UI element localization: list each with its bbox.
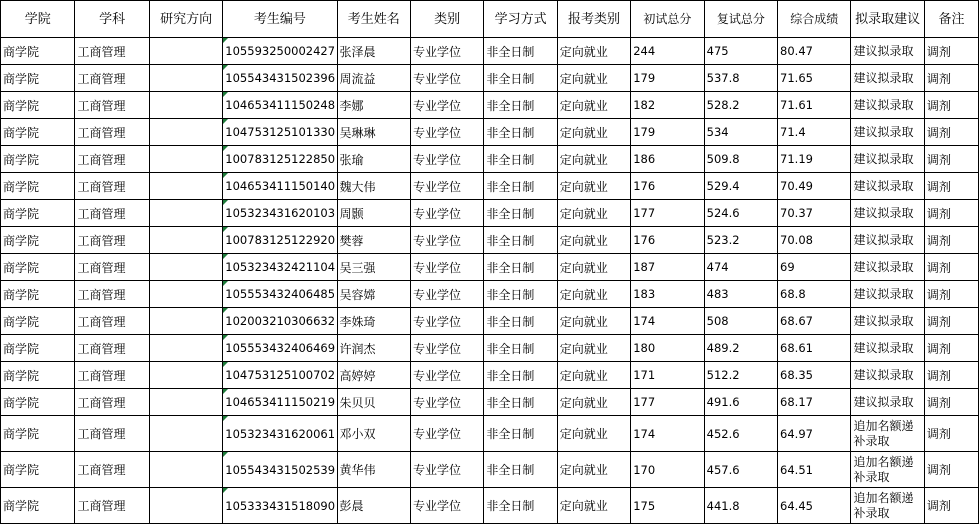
retest-score-cell: 528.2	[704, 92, 777, 119]
name-cell: 李娜	[337, 92, 410, 119]
prelim-score-cell: 176	[631, 173, 704, 200]
direction-cell	[149, 281, 222, 308]
name-cell: 周颢	[337, 200, 410, 227]
exam-id-cell: 105323431620103	[223, 200, 337, 227]
table-row	[1, 254, 979, 281]
retest-score-cell: 523.2	[704, 227, 777, 254]
header-row	[1, 1, 979, 38]
apply-type-cell: 定向就业	[557, 389, 630, 416]
table-row	[1, 173, 979, 200]
direction-cell	[149, 254, 222, 281]
col-header-subject: 学科	[75, 1, 149, 38]
suggestion-cell: 建议拟录取	[851, 362, 924, 389]
remark-cell: 调剂	[924, 452, 978, 488]
apply-type-cell: 定向就业	[557, 146, 630, 173]
exam-id-cell: 100783125122850	[223, 146, 337, 173]
apply-type-cell: 定向就业	[557, 452, 630, 488]
category-cell: 专业学位	[410, 335, 483, 362]
remark-cell: 调剂	[924, 335, 978, 362]
apply-type-cell: 定向就业	[557, 65, 630, 92]
table-row	[1, 362, 979, 389]
remark-cell: 调剂	[924, 173, 978, 200]
remark-cell: 调剂	[924, 119, 978, 146]
category-cell: 专业学位	[410, 488, 483, 524]
composite-score-cell: 70.49	[778, 173, 851, 200]
study-mode-cell: 非全日制	[484, 308, 557, 335]
col-header-direction: 研究方向	[149, 1, 222, 38]
apply-type-cell: 定向就业	[557, 227, 630, 254]
apply-type-cell: 定向就业	[557, 335, 630, 362]
college-cell: 商学院	[1, 308, 75, 335]
remark-cell: 调剂	[924, 389, 978, 416]
study-mode-cell: 非全日制	[484, 488, 557, 524]
subject-cell: 工商管理	[75, 146, 149, 173]
direction-cell	[149, 119, 222, 146]
prelim-score-cell: 177	[631, 389, 704, 416]
exam-id-cell: 105553432406485	[223, 281, 337, 308]
exam-id-cell: 105543431502539	[223, 452, 337, 488]
subject-cell: 工商管理	[75, 281, 149, 308]
study-mode-cell: 非全日制	[484, 38, 557, 65]
subject-cell: 工商管理	[75, 416, 149, 452]
direction-cell	[149, 92, 222, 119]
prelim-score-cell: 177	[631, 200, 704, 227]
college-cell: 商学院	[1, 173, 75, 200]
apply-type-cell: 定向就业	[557, 281, 630, 308]
remark-cell: 调剂	[924, 227, 978, 254]
suggestion-cell: 建议拟录取	[851, 227, 924, 254]
subject-cell: 工商管理	[75, 227, 149, 254]
exam-id-cell: 104653411150248	[223, 92, 337, 119]
name-cell: 邓小双	[337, 416, 410, 452]
retest-score-cell: 534	[704, 119, 777, 146]
composite-score-cell: 69	[778, 254, 851, 281]
composite-score-cell: 68.35	[778, 362, 851, 389]
college-cell: 商学院	[1, 119, 75, 146]
name-cell: 吴三强	[337, 254, 410, 281]
retest-score-cell: 474	[704, 254, 777, 281]
study-mode-cell: 非全日制	[484, 92, 557, 119]
exam-id-cell: 105323431620061	[223, 416, 337, 452]
exam-id-cell: 105543431502396	[223, 65, 337, 92]
composite-score-cell: 71.61	[778, 92, 851, 119]
suggestion-cell: 建议拟录取	[851, 335, 924, 362]
suggestion-cell: 建议拟录取	[851, 119, 924, 146]
prelim-score-cell: 187	[631, 254, 704, 281]
apply-type-cell: 定向就业	[557, 92, 630, 119]
remark-cell: 调剂	[924, 254, 978, 281]
table-row	[1, 389, 979, 416]
name-cell: 周流益	[337, 65, 410, 92]
direction-cell	[149, 173, 222, 200]
suggestion-cell: 建议拟录取	[851, 254, 924, 281]
apply-type-cell: 定向就业	[557, 254, 630, 281]
composite-score-cell: 71.4	[778, 119, 851, 146]
composite-score-cell: 71.19	[778, 146, 851, 173]
apply-type-cell: 定向就业	[557, 119, 630, 146]
remark-cell: 调剂	[924, 200, 978, 227]
category-cell: 专业学位	[410, 173, 483, 200]
retest-score-cell: 524.6	[704, 200, 777, 227]
remark-cell: 调剂	[924, 281, 978, 308]
composite-score-cell: 68.8	[778, 281, 851, 308]
prelim-score-cell: 179	[631, 65, 704, 92]
apply-type-cell: 定向就业	[557, 416, 630, 452]
college-cell: 商学院	[1, 65, 75, 92]
name-cell: 吴琳琳	[337, 119, 410, 146]
remark-cell: 调剂	[924, 146, 978, 173]
study-mode-cell: 非全日制	[484, 362, 557, 389]
col-header-college: 学院	[1, 1, 75, 38]
exam-id-cell: 104653411150140	[223, 173, 337, 200]
category-cell: 专业学位	[410, 416, 483, 452]
subject-cell: 工商管理	[75, 452, 149, 488]
college-cell: 商学院	[1, 227, 75, 254]
exam-id-cell: 102003210306632	[223, 308, 337, 335]
apply-type-cell: 定向就业	[557, 362, 630, 389]
subject-cell: 工商管理	[75, 389, 149, 416]
composite-score-cell: 68.67	[778, 308, 851, 335]
col-header-exam-id: 考生编号	[223, 1, 337, 38]
exam-id-cell: 104753125101330	[223, 119, 337, 146]
name-cell: 彭晨	[337, 488, 410, 524]
category-cell: 专业学位	[410, 92, 483, 119]
composite-score-cell: 68.17	[778, 389, 851, 416]
composite-score-cell: 64.51	[778, 452, 851, 488]
college-cell: 商学院	[1, 452, 75, 488]
subject-cell: 工商管理	[75, 362, 149, 389]
direction-cell	[149, 227, 222, 254]
exam-id-cell: 105553432406469	[223, 335, 337, 362]
name-cell: 魏大伟	[337, 173, 410, 200]
college-cell: 商学院	[1, 416, 75, 452]
study-mode-cell: 非全日制	[484, 65, 557, 92]
suggestion-cell: 追加名额递补录取	[851, 452, 924, 488]
name-cell: 樊蓉	[337, 227, 410, 254]
composite-score-cell: 64.45	[778, 488, 851, 524]
college-cell: 商学院	[1, 146, 75, 173]
composite-score-cell: 68.61	[778, 335, 851, 362]
category-cell: 专业学位	[410, 119, 483, 146]
prelim-score-cell: 176	[631, 227, 704, 254]
category-cell: 专业学位	[410, 38, 483, 65]
name-cell: 张泽晨	[337, 38, 410, 65]
direction-cell	[149, 452, 222, 488]
study-mode-cell: 非全日制	[484, 281, 557, 308]
table-row	[1, 452, 979, 488]
direction-cell	[149, 488, 222, 524]
retest-score-cell: 537.8	[704, 65, 777, 92]
col-header-category: 类别	[410, 1, 483, 38]
subject-cell: 工商管理	[75, 92, 149, 119]
direction-cell	[149, 200, 222, 227]
direction-cell	[149, 416, 222, 452]
prelim-score-cell: 182	[631, 92, 704, 119]
college-cell: 商学院	[1, 488, 75, 524]
category-cell: 专业学位	[410, 281, 483, 308]
name-cell: 吴容嫦	[337, 281, 410, 308]
study-mode-cell: 非全日制	[484, 119, 557, 146]
prelim-score-cell: 183	[631, 281, 704, 308]
category-cell: 专业学位	[410, 308, 483, 335]
table-row	[1, 65, 979, 92]
table-row	[1, 200, 979, 227]
suggestion-cell: 建议拟录取	[851, 389, 924, 416]
remark-cell: 调剂	[924, 308, 978, 335]
study-mode-cell: 非全日制	[484, 335, 557, 362]
table-row	[1, 119, 979, 146]
name-cell: 许润杰	[337, 335, 410, 362]
retest-score-cell: 475	[704, 38, 777, 65]
study-mode-cell: 非全日制	[484, 254, 557, 281]
retest-score-cell: 483	[704, 281, 777, 308]
category-cell: 专业学位	[410, 200, 483, 227]
prelim-score-cell: 175	[631, 488, 704, 524]
remark-cell: 调剂	[924, 65, 978, 92]
study-mode-cell: 非全日制	[484, 173, 557, 200]
table-row	[1, 92, 979, 119]
prelim-score-cell: 171	[631, 362, 704, 389]
category-cell: 专业学位	[410, 452, 483, 488]
retest-score-cell: 489.2	[704, 335, 777, 362]
category-cell: 专业学位	[410, 146, 483, 173]
college-cell: 商学院	[1, 254, 75, 281]
college-cell: 商学院	[1, 281, 75, 308]
col-header-apply-type: 报考类别	[557, 1, 630, 38]
col-header-prelim: 初试总分	[631, 1, 704, 38]
subject-cell: 工商管理	[75, 65, 149, 92]
composite-score-cell: 64.97	[778, 416, 851, 452]
suggestion-cell: 建议拟录取	[851, 146, 924, 173]
prelim-score-cell: 174	[631, 416, 704, 452]
composite-score-cell: 80.47	[778, 38, 851, 65]
col-header-retest: 复试总分	[704, 1, 777, 38]
apply-type-cell: 定向就业	[557, 308, 630, 335]
col-header-remark: 备注	[924, 1, 978, 38]
prelim-score-cell: 174	[631, 308, 704, 335]
table-row	[1, 38, 979, 65]
category-cell: 专业学位	[410, 254, 483, 281]
retest-score-cell: 457.6	[704, 452, 777, 488]
exam-id-cell: 100783125122920	[223, 227, 337, 254]
direction-cell	[149, 335, 222, 362]
subject-cell: 工商管理	[75, 200, 149, 227]
college-cell: 商学院	[1, 38, 75, 65]
apply-type-cell: 定向就业	[557, 200, 630, 227]
category-cell: 专业学位	[410, 362, 483, 389]
college-cell: 商学院	[1, 200, 75, 227]
suggestion-cell: 建议拟录取	[851, 308, 924, 335]
prelim-score-cell: 179	[631, 119, 704, 146]
remark-cell: 调剂	[924, 92, 978, 119]
suggestion-cell: 追加名额递补录取	[851, 488, 924, 524]
prelim-score-cell: 244	[631, 38, 704, 65]
prelim-score-cell: 186	[631, 146, 704, 173]
remark-cell: 调剂	[924, 416, 978, 452]
table-body	[1, 38, 979, 524]
remark-cell: 调剂	[924, 38, 978, 65]
col-header-composite: 综合成绩	[778, 1, 851, 38]
prelim-score-cell: 170	[631, 452, 704, 488]
apply-type-cell: 定向就业	[557, 488, 630, 524]
suggestion-cell: 追加名额递补录取	[851, 416, 924, 452]
suggestion-cell: 建议拟录取	[851, 38, 924, 65]
direction-cell	[149, 389, 222, 416]
table-row	[1, 281, 979, 308]
suggestion-cell: 建议拟录取	[851, 65, 924, 92]
exam-id-cell: 104753125100702	[223, 362, 337, 389]
subject-cell: 工商管理	[75, 308, 149, 335]
study-mode-cell: 非全日制	[484, 416, 557, 452]
apply-type-cell: 定向就业	[557, 38, 630, 65]
retest-score-cell: 452.6	[704, 416, 777, 452]
subject-cell: 工商管理	[75, 335, 149, 362]
study-mode-cell: 非全日制	[484, 452, 557, 488]
college-cell: 商学院	[1, 335, 75, 362]
college-cell: 商学院	[1, 362, 75, 389]
retest-score-cell: 529.4	[704, 173, 777, 200]
name-cell: 张瑜	[337, 146, 410, 173]
category-cell: 专业学位	[410, 389, 483, 416]
exam-id-cell: 105323432421104	[223, 254, 337, 281]
subject-cell: 工商管理	[75, 254, 149, 281]
table-row	[1, 488, 979, 524]
retest-score-cell: 491.6	[704, 389, 777, 416]
direction-cell	[149, 362, 222, 389]
name-cell: 高婷婷	[337, 362, 410, 389]
retest-score-cell: 512.2	[704, 362, 777, 389]
suggestion-cell: 建议拟录取	[851, 173, 924, 200]
table-row	[1, 416, 979, 452]
col-header-name: 考生姓名	[337, 1, 410, 38]
table-row	[1, 308, 979, 335]
college-cell: 商学院	[1, 92, 75, 119]
direction-cell	[149, 308, 222, 335]
table-row	[1, 335, 979, 362]
exam-id-cell: 104653411150219	[223, 389, 337, 416]
subject-cell: 工商管理	[75, 488, 149, 524]
remark-cell: 调剂	[924, 488, 978, 524]
name-cell: 朱贝贝	[337, 389, 410, 416]
composite-score-cell: 70.37	[778, 200, 851, 227]
apply-type-cell: 定向就业	[557, 173, 630, 200]
retest-score-cell: 508	[704, 308, 777, 335]
name-cell: 李姝琦	[337, 308, 410, 335]
col-header-study-mode: 学习方式	[484, 1, 557, 38]
remark-cell: 调剂	[924, 362, 978, 389]
direction-cell	[149, 65, 222, 92]
category-cell: 专业学位	[410, 65, 483, 92]
subject-cell: 工商管理	[75, 38, 149, 65]
prelim-score-cell: 180	[631, 335, 704, 362]
retest-score-cell: 509.8	[704, 146, 777, 173]
subject-cell: 工商管理	[75, 119, 149, 146]
table-row	[1, 227, 979, 254]
study-mode-cell: 非全日制	[484, 227, 557, 254]
category-cell: 专业学位	[410, 227, 483, 254]
exam-id-cell: 105593250002427	[223, 38, 337, 65]
suggestion-cell: 建议拟录取	[851, 281, 924, 308]
study-mode-cell: 非全日制	[484, 146, 557, 173]
suggestion-cell: 建议拟录取	[851, 200, 924, 227]
direction-cell	[149, 38, 222, 65]
suggestion-cell: 建议拟录取	[851, 92, 924, 119]
composite-score-cell: 70.08	[778, 227, 851, 254]
study-mode-cell: 非全日制	[484, 200, 557, 227]
col-header-suggestion: 拟录取建议	[851, 1, 924, 38]
composite-score-cell: 71.65	[778, 65, 851, 92]
exam-id-cell: 105333431518090	[223, 488, 337, 524]
subject-cell: 工商管理	[75, 173, 149, 200]
study-mode-cell: 非全日制	[484, 389, 557, 416]
retest-score-cell: 441.8	[704, 488, 777, 524]
table-row	[1, 146, 979, 173]
direction-cell	[149, 146, 222, 173]
name-cell: 黄华伟	[337, 452, 410, 488]
college-cell: 商学院	[1, 389, 75, 416]
